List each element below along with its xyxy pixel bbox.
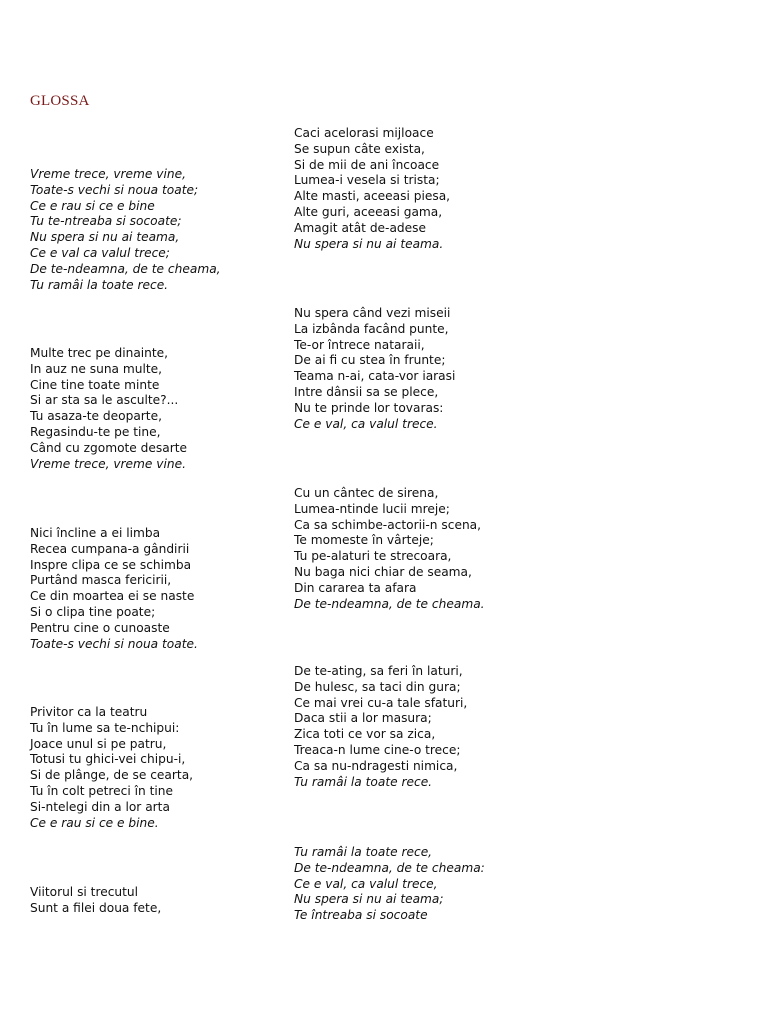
verse-line: Intre dânsii sa se plece, — [294, 384, 439, 399]
verse-line: Nu spera si nu ai teama. — [294, 236, 444, 251]
verse-line: Totusi tu ghici-vei chipu-i, — [30, 752, 186, 767]
stanza — [30, 346, 187, 472]
verse-line: Vreme trece, vreme vine. — [30, 456, 186, 471]
verse-line: Se supun câte exista, — [294, 141, 425, 156]
verse-line: Privitor ca la teatru — [30, 705, 148, 719]
verse-line: Când cu zgomote desarte — [30, 440, 188, 455]
verse-line: Viitorul si trecutul — [30, 885, 139, 899]
verse-line: Si de plânge, de se cearta, — [30, 768, 194, 783]
verse-line: Vreme trece, vreme vine, — [30, 167, 186, 181]
verse-line: Tu în colt petreci în tine — [30, 783, 173, 798]
verse-line: Sunt a filei doua fete, — [30, 900, 162, 915]
verse-line: Ce e val, ca valul trece. — [294, 416, 438, 431]
verse-line: Ca sa schimbe-actorii-n scena, — [294, 517, 482, 532]
verse-line: Nu spera si nu ai teama, — [30, 230, 180, 245]
stanza — [30, 167, 221, 293]
verse-line: Multe trec pe dinainte, — [30, 346, 169, 360]
stanza — [30, 705, 193, 831]
verse-line: Pentru cine o cunoaste — [30, 620, 170, 635]
verse-line: Joace unul si pe patru, — [30, 736, 167, 751]
poem-title: GLOSSA — [30, 93, 90, 109]
stanza — [294, 486, 485, 612]
verse-line: Recea cumpana-a gândirii — [30, 541, 190, 556]
verse-line: Lumea-ntinde lucii mreje; — [294, 501, 450, 516]
verse-line: Ce din moartea ei se naste — [30, 589, 195, 604]
verse-line: Cine tine toate minte — [30, 377, 160, 392]
verse-line: Regasindu-te pe tine, — [30, 424, 161, 439]
verse-line: Toate-s vechi si noua toate; — [30, 182, 199, 197]
verse-line: La izbânda facând punte, — [294, 321, 449, 336]
verse-line: Daca stii a lor masura; — [294, 711, 432, 726]
verse-line: Purtând masca fericirii, — [30, 573, 172, 588]
verse-line: Te momeste în vârteje; — [294, 533, 434, 548]
verse-line: Ce e rau si ce e bine. — [30, 815, 159, 830]
verse-line: Tu ramâi la toate rece. — [30, 277, 169, 292]
verse-line: Amagit atât de-adese — [294, 220, 427, 235]
verse-line: Nu baga nici chiar de seama, — [294, 564, 472, 579]
verse-line: Teama n-ai, cata-vor iarasi — [294, 369, 456, 384]
verse-line: Alte guri, aceeasi gama, — [294, 204, 443, 219]
verse-line: Ce e val ca valul trece; — [30, 245, 170, 260]
stanza — [294, 306, 455, 432]
verse-line: Tu ramâi la toate rece, — [294, 845, 433, 859]
verse-line: Si o clipa tine poate; — [30, 604, 156, 619]
verse-line: Nu te prinde lor tovaras: — [294, 400, 444, 415]
verse-line: Tu pe-alaturi te strecoara, — [294, 549, 452, 564]
verse-line: Inspre clipa ce se schimba — [30, 557, 192, 572]
verse-line: Si-ntelegi din a lor arta — [30, 799, 170, 814]
verse-line: Din cararea ta afara — [294, 580, 417, 595]
verse-line: Alte masti, aceeasi piesa, — [294, 189, 451, 204]
stanza — [30, 526, 198, 652]
verse-line: Nu spera când vezi miseii — [294, 306, 451, 320]
stanza — [294, 126, 450, 252]
verse-line: Ca sa nu-ndragesti nimica, — [294, 758, 458, 773]
verse-line: Si de mii de ani încoace — [294, 157, 440, 172]
verse-line: Ce e val, ca valul trece, — [294, 876, 438, 891]
verse-line: Nu spera si nu ai teama; — [294, 892, 444, 907]
verse-line: De ai fi cu stea în frunte; — [294, 353, 446, 368]
verse-line: Tu asaza-te deoparte, — [30, 409, 162, 424]
verse-line: Ce e rau si ce e bine — [30, 198, 155, 213]
verse-line: Toate-s vechi si noua toate. — [30, 636, 198, 651]
verse-line: Ce mai vrei cu-a tale sfaturi, — [294, 695, 468, 710]
verse-line: Caci acelorasi mijloace — [294, 126, 434, 140]
verse-line: Lumea-i vesela si trista; — [294, 173, 440, 188]
verse-line: Si ar sta sa le asculte?... — [30, 393, 179, 408]
verse-line: Te-or întrece nataraii, — [294, 337, 425, 352]
verse-line: De te-ndeamna, de te cheama. — [294, 596, 485, 611]
verse-line: Te întreaba si socoate — [294, 908, 428, 923]
stanza — [30, 885, 161, 917]
verse-line: Cu un cântec de sirena, — [294, 486, 439, 500]
verse-line: Tu în lume sa te-nchipui: — [30, 720, 180, 735]
verse-line: Tu te-ntreaba si socoate; — [30, 214, 182, 229]
verse-line: De te-ating, sa feri în laturi, — [294, 664, 463, 678]
stanza — [294, 845, 485, 924]
verse-line: Treaca-n lume cine-o trece; — [294, 742, 461, 757]
verse-line: Nici încline a ei limba — [30, 526, 161, 540]
verse-line: De te-ndeamna, de te cheama: — [294, 860, 485, 875]
verse-line: De hulesc, sa taci din gura; — [294, 679, 461, 694]
verse-line: In auz ne suna multe, — [30, 361, 163, 376]
stanza — [294, 664, 467, 790]
verse-line: Zica toti ce vor sa zica, — [294, 727, 436, 742]
verse-line: Tu ramâi la toate rece. — [294, 774, 433, 789]
verse-line: De te-ndeamna, de te cheama, — [30, 261, 221, 276]
